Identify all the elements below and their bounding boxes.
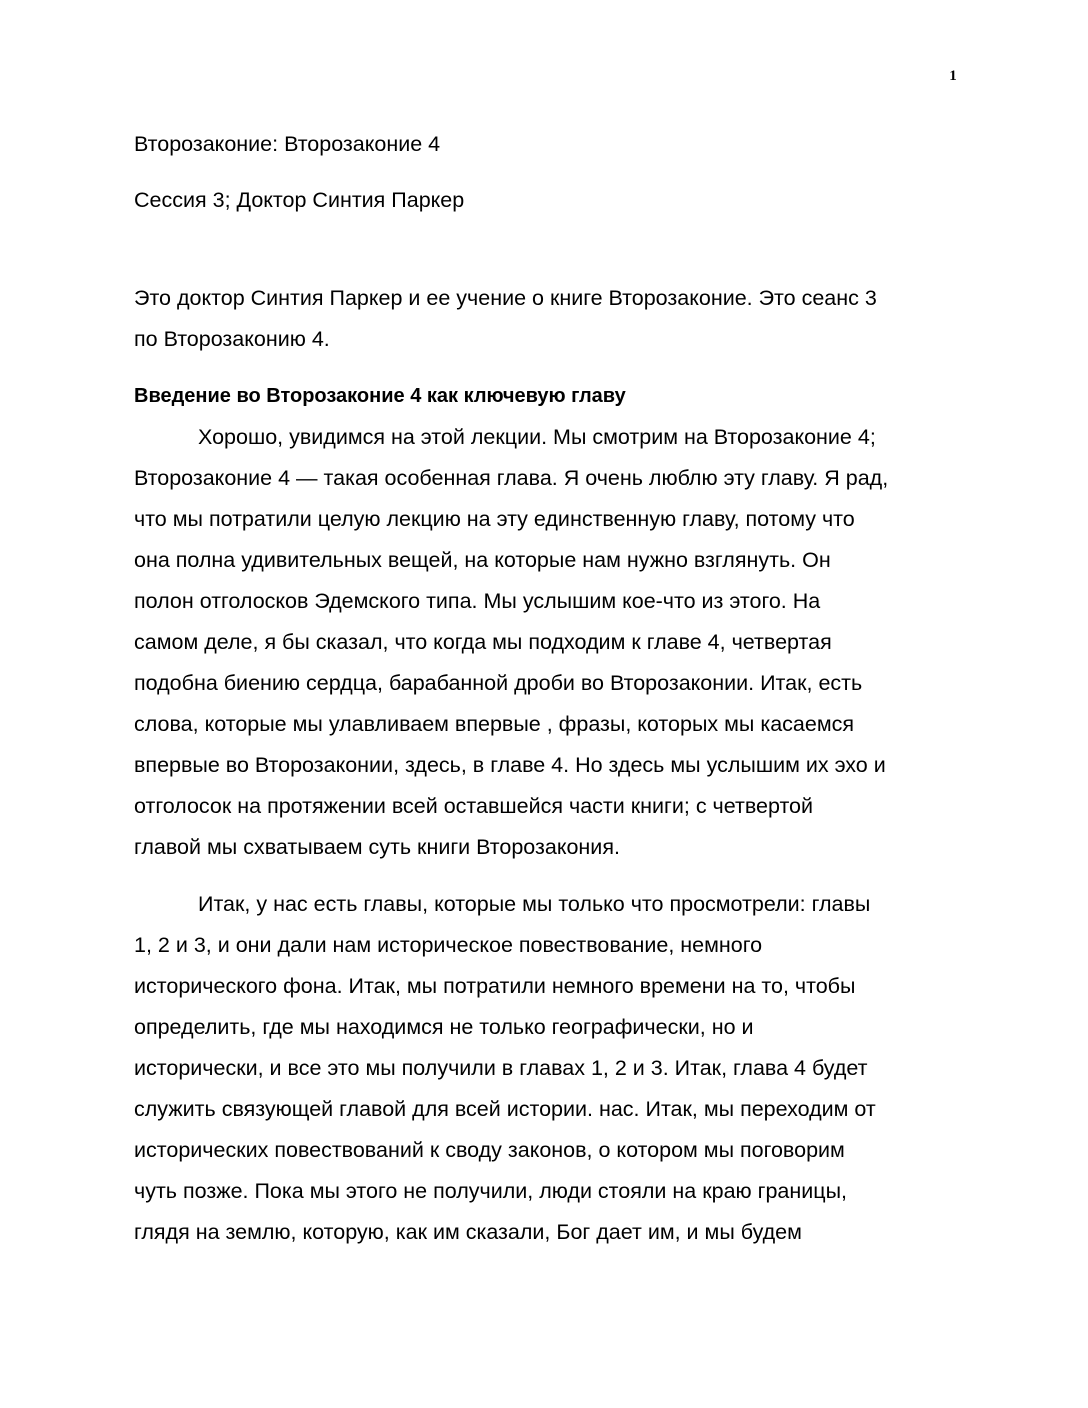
paragraph-line: чуть позже. Пока мы этого не получили, люди стояли на краю границы, — [134, 1179, 848, 1203]
intro-paragraph — [134, 278, 964, 360]
paragraph-line: самом деле, я бы сказал, что когда мы подходим к главе 4, четвертая — [134, 630, 832, 654]
page-number: 1 — [949, 68, 957, 84]
paragraph-line: Итак, у нас есть главы, которые мы только что просмотрели: главы — [198, 892, 871, 916]
paragraph-line: она полна удивительных вещей, на которые нам нужно взглянуть. Он — [134, 548, 831, 572]
paragraph-line: исторических повествований к своду законов, о котором мы поговорим — [134, 1138, 845, 1162]
paragraph-line: служить связующей главой для всей истории. нас. Итак, мы переходим от — [134, 1097, 876, 1121]
body-paragraph-1 — [134, 417, 964, 868]
paragraph-line: исторически, и все это мы получили в главах 1, 2 и 3. Итак, глава 4 будет — [134, 1056, 868, 1080]
body-paragraph-2 — [134, 884, 964, 1253]
document-title: Второзаконие: Второзаконие 4 — [134, 132, 441, 156]
paragraph-line: Второзаконие 4 — такая особенная глава. Я очень люблю эту главу. Я рад, — [134, 466, 889, 490]
intro-line: Это доктор Синтия Паркер и ее учение о книге Второзаконие. Это сеанс 3 — [134, 286, 877, 310]
intro-line: по Второзаконию 4. — [134, 327, 330, 351]
paragraph-line: отголосок на протяжении всей оставшейся части книги; с четвертой — [134, 794, 814, 818]
paragraph-line: исторического фона. Итак, мы потратили немного времени на то, чтобы — [134, 974, 856, 998]
paragraph-line: глядя на землю, которую, как им сказали, Бог дает им, и мы будем — [134, 1220, 802, 1244]
paragraph-line: Хорошо, увидимся на этой лекции. Мы смотрим на Второзаконие 4; — [198, 425, 876, 449]
session-subtitle: Сессия 3; Доктор Синтия Паркер — [134, 188, 465, 212]
paragraph-line: подобна биению сердца, барабанной дроби во Второзаконии. Итак, есть — [134, 671, 863, 695]
paragraph-line: главой мы схватываем суть книги Второзакония. — [134, 835, 620, 859]
section-heading: Введение во Второзаконие 4 как ключевую главу — [134, 385, 626, 407]
paragraph-line: слова, которые мы улавливаем впервые , фразы, которых мы касаемся — [134, 712, 854, 736]
paragraph-line: впервые во Второзаконии, здесь, в главе 4. Но здесь мы услышим их эхо и — [134, 753, 886, 777]
paragraph-line: что мы потратили целую лекцию на эту единственную главу, потому что — [134, 507, 855, 531]
document-body — [134, 124, 964, 1253]
paragraph-line: определить, где мы находимся не только географически, но и — [134, 1015, 754, 1039]
paragraph-line: полон отголосков Эдемского типа. Мы услышим кое-что из этого. На — [134, 589, 821, 613]
paragraph-line: 1, 2 и 3, и они дали нам историческое повествование, немного — [134, 933, 763, 957]
